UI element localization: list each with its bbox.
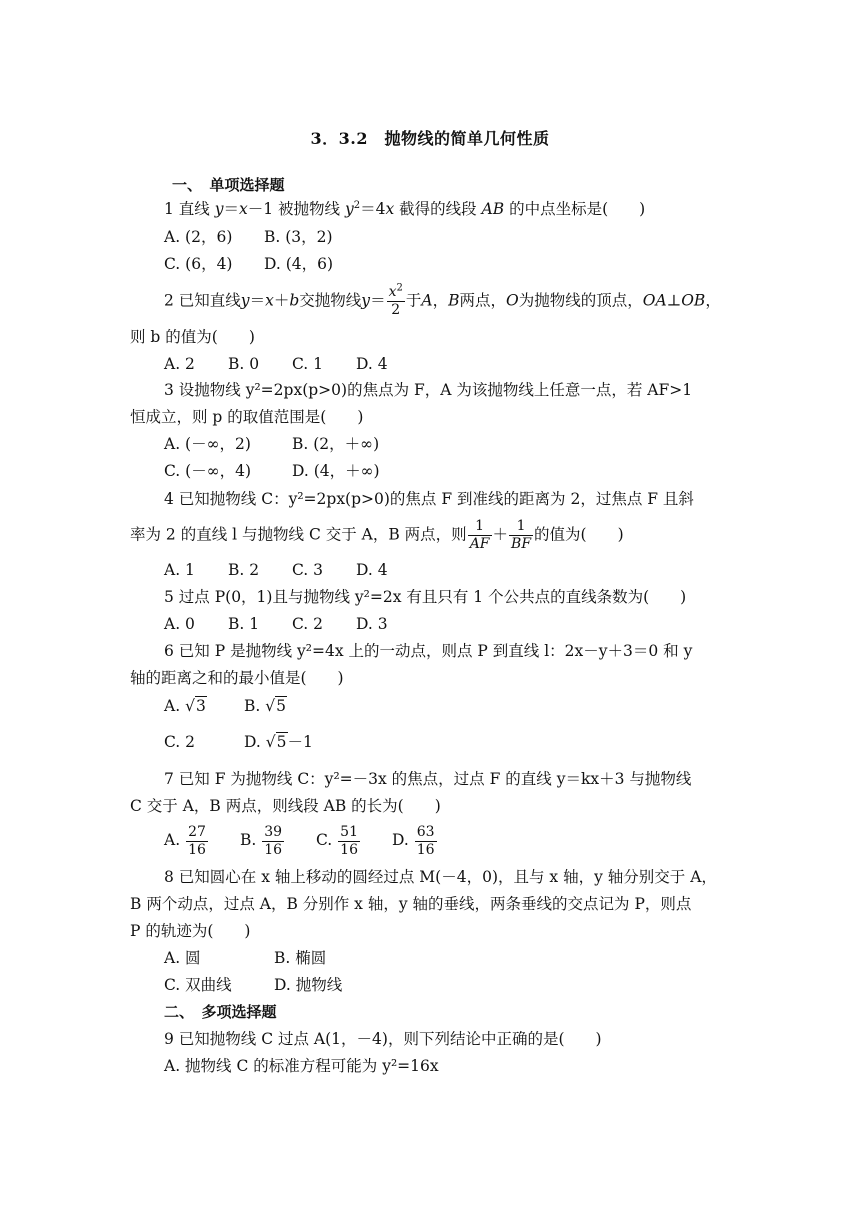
question-8-line-2: B 两个动点，过点 A，B 分别作 x 轴，y 轴的垂线，两条垂线的交点记为 P，则点 (130, 895, 692, 913)
question-9: 9 已知抛物线 C 过点 A(1，－4)，则下列结论中正确的是( ) (164, 1030, 602, 1048)
option-a[interactable]: A. 2 (164, 355, 195, 373)
question-8-line-3: P 的轨迹为( ) (130, 922, 251, 940)
section-heading-multi-choice: 二、 多项选择题 (164, 1003, 277, 1021)
option-c[interactable]: C. 双曲线 (164, 976, 232, 994)
section-heading-single-choice: 一、 单项选择题 (172, 176, 285, 194)
option-b[interactable]: B. (2，＋∞) (292, 435, 380, 453)
option-d[interactable]: D. (4，＋∞) (292, 462, 380, 480)
option-d[interactable]: D. 4 (356, 561, 388, 579)
option-b[interactable]: B. 2 (228, 561, 260, 579)
question-2-line-2: 则 b 的值为( ) (130, 328, 255, 346)
question-3: 3 设抛物线 y²=2px(p>0)的焦点为 F，A 为该抛物线上任意一点，若 AF>1 (164, 381, 693, 399)
option-c[interactable]: C. 2 (292, 615, 324, 633)
option-d[interactable]: D. √5－1 (244, 733, 313, 751)
option-d[interactable]: D. (4，6) (264, 255, 334, 273)
fraction-x2-over-2: $\frac{x^2}{2}$ (388, 282, 403, 318)
option-b[interactable]: B. 0 (228, 355, 260, 373)
option-c[interactable]: C. (－∞，4) (164, 462, 252, 480)
option-b[interactable]: B. 1 (228, 615, 260, 633)
question-3-options-row-1 (164, 433, 379, 455)
question-5: 5 过点 P(0，1)且与抛物线 y²=2x 有且只有 1 个公共点的直线条数为( ) (164, 588, 687, 606)
question-7: 7 已知 F 为抛物线 C：y²=－3x 的焦点，过点 F 的直线 y＝kx＋3 与抛物线 (164, 770, 692, 788)
option-c[interactable]: C. 3 (292, 561, 324, 579)
question-8-options-row-1 (164, 947, 326, 969)
option-d[interactable]: D. 抛物线 (274, 976, 343, 994)
question-4-line-2: 率为 2 的直线 l 与抛物线 C 交于 A，B 两点，则 $\frac{1}{AF}$ ＋ $\frac{1}{BF}$ 的值为( ) (130, 518, 624, 552)
question-6-options-row-2 (164, 731, 313, 753)
option-b[interactable]: B. $\frac{39}{16}$ (240, 823, 283, 858)
question-7-line-2: C 交于 A，B 两点，则线段 AB 的长为( ) (130, 797, 441, 815)
question-6-options-row-1 (164, 695, 287, 717)
question-1-options-row-1 (164, 226, 333, 248)
option-b[interactable]: B. 椭圆 (274, 949, 327, 967)
fraction-1-over-af: $\frac{1}{AF}$ (469, 518, 490, 552)
option-d[interactable]: D. $\frac{63}{16}$ (392, 823, 435, 858)
option-a[interactable]: A. $\frac{27}{16}$ (164, 823, 206, 858)
question-8-options-row-2 (164, 974, 342, 996)
option-c[interactable]: C. 1 (292, 355, 324, 373)
option-c[interactable]: C. $\frac{51}{16}$ (316, 823, 358, 858)
question-4-options (164, 559, 388, 581)
option-d[interactable]: D. 3 (356, 615, 388, 633)
question-5-options (164, 613, 388, 635)
option-a[interactable]: A. √3 (164, 697, 206, 715)
fraction-1-over-bf: $\frac{1}{BF}$ (511, 518, 532, 552)
option-b[interactable]: B. √5 (244, 697, 287, 715)
question-3-line-2: 恒成立，则 p 的取值范围是( ) (130, 408, 364, 426)
option-a[interactable]: A. 0 (164, 615, 195, 633)
option-a[interactable]: A. (－∞，2) (164, 435, 251, 453)
question-2: 2 已知直线y＝x＋b交抛物线y＝ $\frac{x^2}{2}$ 于A，B两点，O为抛物线的顶点，OA⊥OB， (164, 282, 721, 318)
option-d[interactable]: D. 4 (356, 355, 388, 373)
option-c[interactable]: C. 2 (164, 733, 196, 751)
question-2-options (164, 353, 388, 375)
option-c[interactable]: C. (6，4) (164, 255, 233, 273)
option-a[interactable]: A. 圆 (164, 949, 201, 967)
option-a[interactable]: A. (2，6) (164, 228, 233, 246)
page-title: 3．3.2 抛物线的简单几何性质 (310, 129, 550, 148)
question-7-options (164, 822, 438, 859)
question-3-options-row-2 (164, 460, 380, 482)
option-b[interactable]: B. (3，2) (264, 228, 333, 246)
question-1-options-row-2 (164, 253, 333, 275)
question-6-line-2: 轴的距离之和的最小值是( ) (130, 669, 344, 687)
question-8: 8 已知圆心在 x 轴上移动的圆经过点 M(－4，0)，且与 x 轴，y 轴分别交于 A， (164, 868, 717, 886)
option-a[interactable]: A. 1 (164, 561, 195, 579)
question-4: 4 已知抛物线 C：y²=2px(p>0)的焦点 F 到准线的距离为 2，过焦点 F 且斜 (164, 490, 694, 508)
question-6: 6 已知 P 是抛物线 y²=4x 上的一动点，则点 P 到直线 l：2x－y＋3＝0 和 y (164, 642, 693, 660)
question-9-option-a[interactable]: A. 抛物线 C 的标准方程可能为 y²=16x (164, 1057, 439, 1075)
question-1: 1 直线 y＝x－1 被抛物线 $y^2=4x$ 截得的线段 AB 的中点坐标是( ) (164, 199, 646, 218)
